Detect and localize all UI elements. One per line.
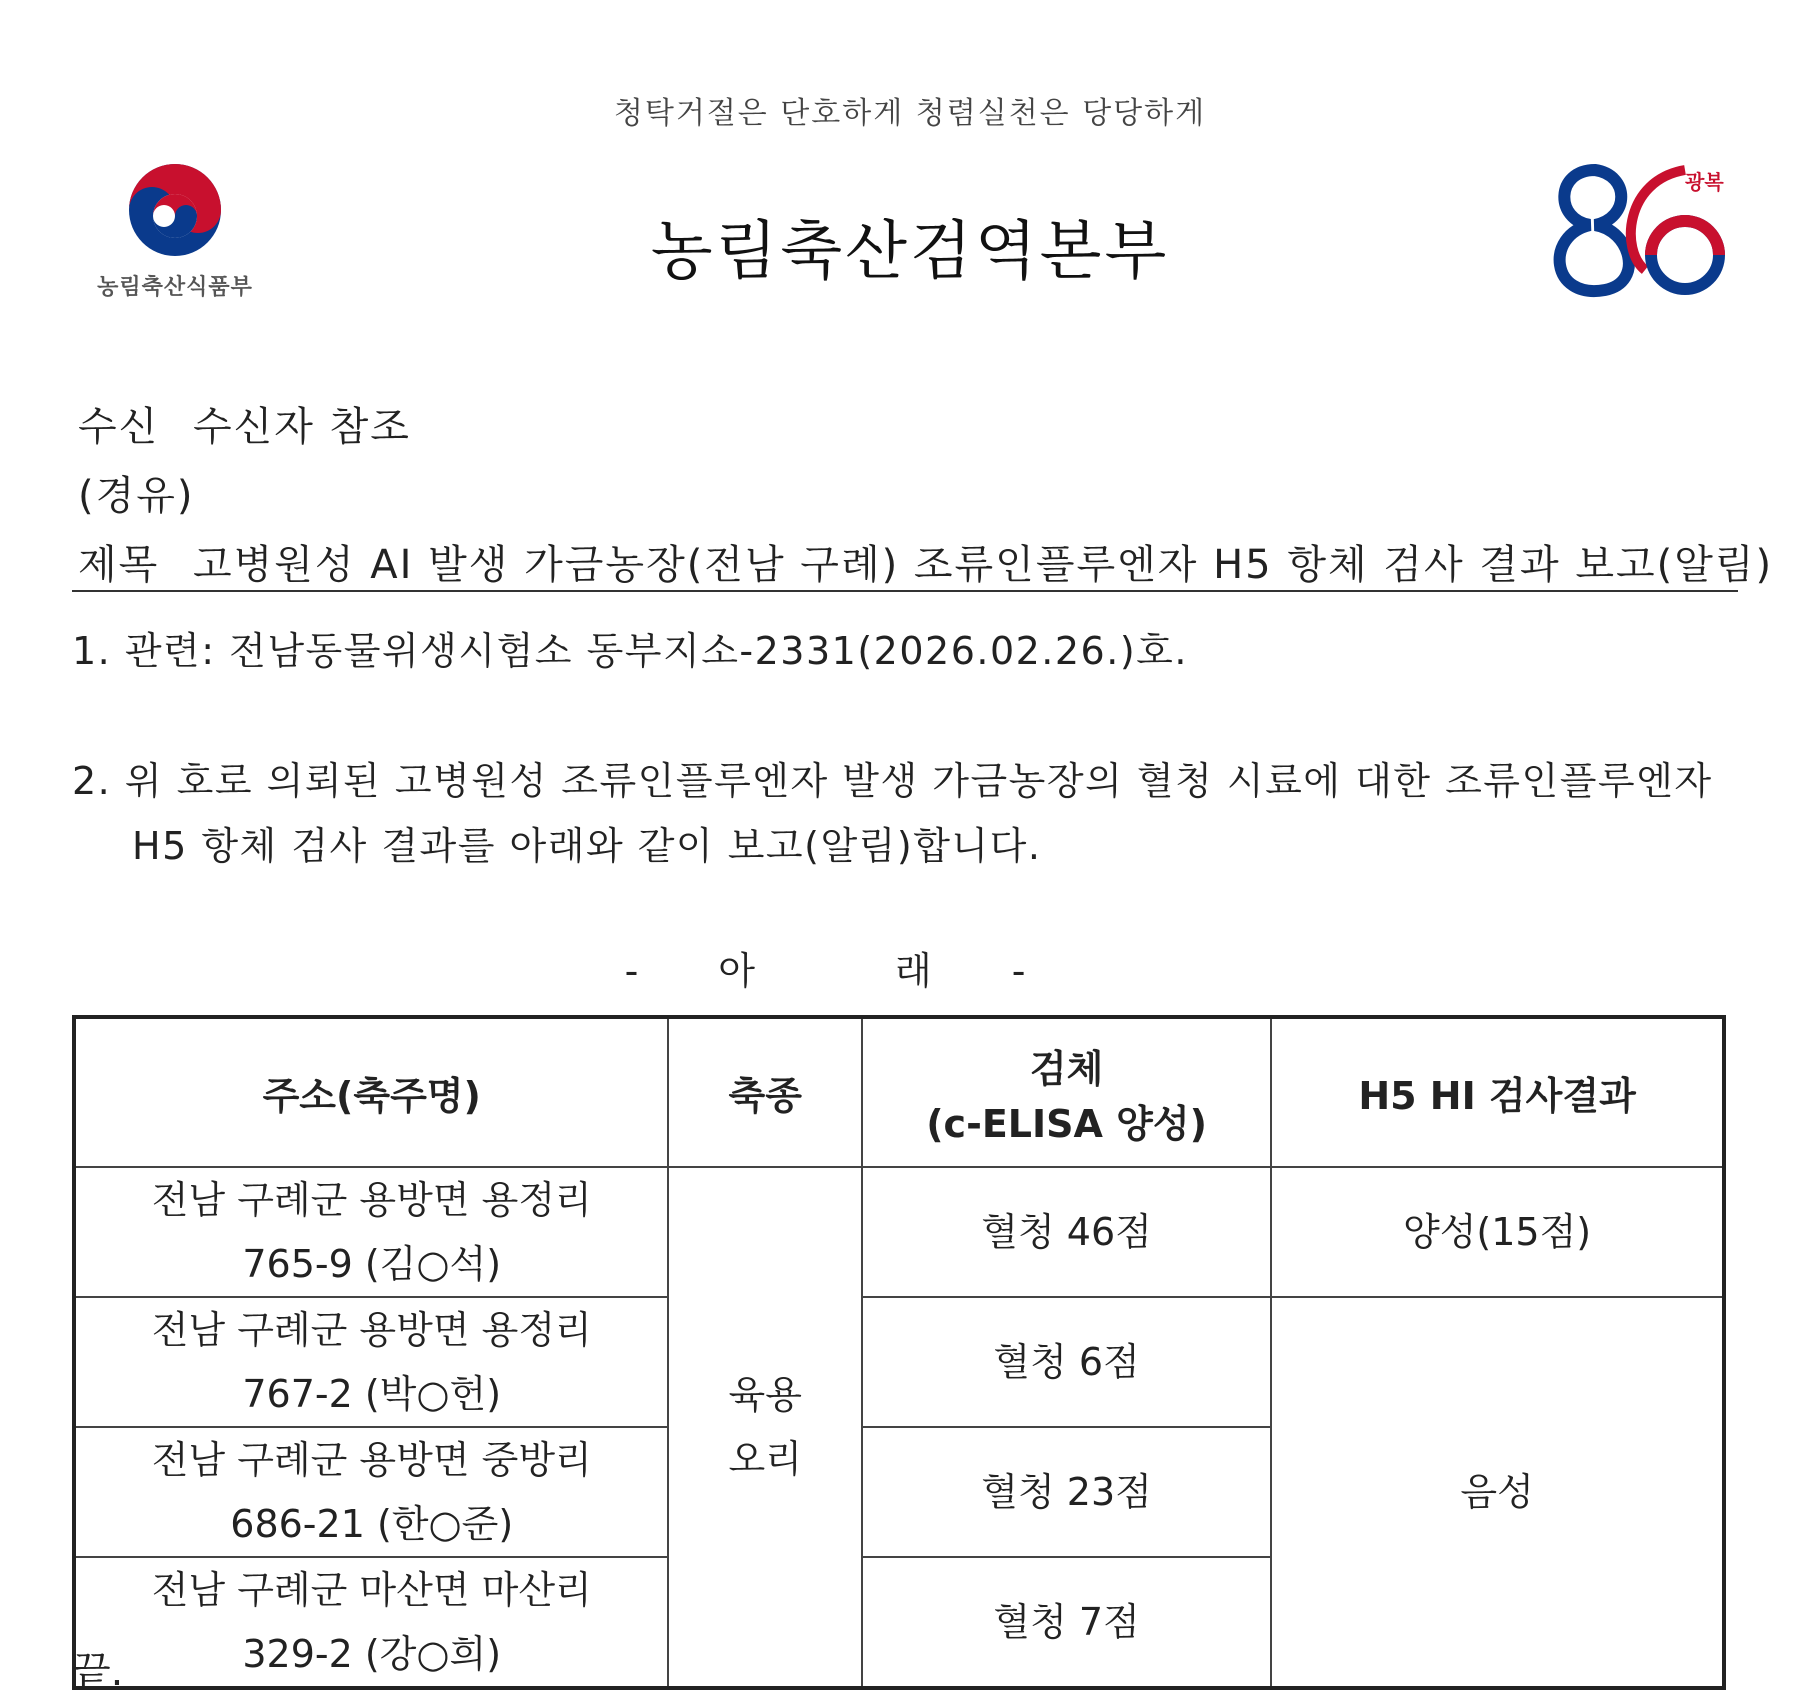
address-cell <box>74 1557 668 1688</box>
below-dash-right: - <box>1011 949 1026 993</box>
species-cell <box>668 1167 862 1688</box>
owner-line: 767-2 (박○헌) <box>242 1372 502 1416</box>
address-cell <box>74 1167 668 1297</box>
request-item-line2: H5 항체 검사 결과를 아래와 같이 보고(알림)합니다. <box>132 824 1042 868</box>
sample-cell: 혈청 46점 <box>862 1167 1271 1297</box>
below-dash-left: - <box>624 949 639 993</box>
slogan: 청탁거절은 단호하게 청렴실천은 당당하게 <box>613 96 1207 131</box>
owner-line: 329-2 (강○희) <box>242 1632 502 1676</box>
sample-cell: 혈청 23점 <box>862 1427 1271 1557</box>
subject-label: 제목 <box>78 542 160 588</box>
address-cell <box>74 1427 668 1557</box>
sample-cell: 혈청 7점 <box>862 1557 1271 1688</box>
header-species: 축종 <box>668 1017 862 1167</box>
agency-title: 농림축산검역본부 <box>650 215 1170 289</box>
below-char-a: 아 <box>718 949 755 993</box>
table-header-row <box>74 1017 1724 1167</box>
address-line: 전남 구례군 용방면 용정리 <box>151 1308 592 1352</box>
recipient-value: 수신자 참조 <box>193 404 411 450</box>
address-line: 전남 구례군 용방면 용정리 <box>151 1178 592 1222</box>
result-cell: 양성(15점) <box>1271 1167 1724 1297</box>
recipient-label: 수신 <box>78 404 160 450</box>
address-line: 전남 구례군 용방면 중방리 <box>151 1438 592 1482</box>
below-char-rae: 래 <box>895 949 932 993</box>
owner-line: 686-21 (한○준) <box>230 1502 514 1546</box>
via-line: (경유) <box>78 473 195 519</box>
recipient-line <box>78 395 411 452</box>
anniversary-label: 광복 <box>1685 170 1724 194</box>
request-item-line1: 2. 위 호로 의뢰된 고병원성 조류인플루엔자 발생 가금농장의 혈청 시료에 대한 조류인플루엔자 <box>72 759 1713 803</box>
negative-result-cell: 음성 <box>1271 1297 1724 1688</box>
end-mark: 끝. <box>72 1649 124 1695</box>
header-address: 주소(축주명) <box>74 1017 668 1167</box>
subject-line <box>78 533 1773 590</box>
result-table <box>72 1015 1726 1690</box>
header-sample <box>862 1017 1271 1167</box>
header-sample-line2: (c-ELISA 양성) <box>926 1101 1207 1146</box>
owner-line: 765-9 (김○석) <box>242 1242 502 1286</box>
liberation-80-logo <box>1535 150 1735 310</box>
table-row <box>74 1167 1724 1297</box>
species-line2: 오리 <box>728 1437 802 1481</box>
header-divider <box>72 590 1738 592</box>
address-cell <box>74 1297 668 1427</box>
header-result: H5 HI 검사결과 <box>1271 1017 1724 1167</box>
subject-value: 고병원성 AI 발생 가금농장(전남 구례) 조류인플루엔자 H5 항체 검사 결과 보고(알림) <box>193 542 1774 588</box>
address-line: 전남 구례군 마산면 마산리 <box>151 1568 592 1612</box>
table-row <box>74 1297 1724 1427</box>
sample-cell: 혈청 6점 <box>862 1297 1271 1427</box>
ministry-name: 농림축산식품부 <box>97 275 253 300</box>
below-heading <box>0 940 1650 995</box>
header-sample-line1: 검체 <box>1029 1046 1104 1091</box>
reference-item: 1. 관련: 전남동물위생시험소 동부지소-2331(2026.02.26.)호. <box>72 629 1188 673</box>
species-line1: 육용 <box>728 1373 802 1417</box>
